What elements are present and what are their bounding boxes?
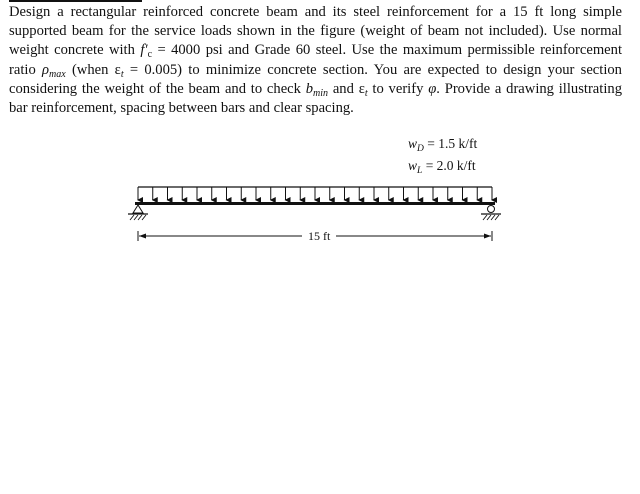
load-arrows bbox=[138, 187, 492, 200]
live-load-symbol: w bbox=[408, 158, 418, 173]
eps-symbol: ε bbox=[114, 61, 121, 78]
b-sub: min bbox=[313, 87, 329, 99]
fc-symbol: f′ bbox=[140, 42, 148, 59]
rho-symbol: ρ bbox=[42, 61, 50, 78]
problem-statement bbox=[9, 3, 622, 118]
problem-text-5: and bbox=[328, 80, 359, 97]
problem-text-1: Design a rectangular reinforced concrete beam and its steel reinforcement for a 15 ft long simple supported beam for the service loads shown in the figure (weight of beam not included). Use normal weight concrete with bbox=[9, 4, 622, 59]
problem-text-7: . Provide a drawing illustrating bar reinforcement, spacing between bars and clear spacing. bbox=[9, 80, 622, 117]
beam-figure bbox=[0, 128, 640, 248]
rho-sub: max bbox=[49, 68, 66, 80]
dead-load-value: = 1.5 k/ft bbox=[423, 136, 478, 151]
problem-text-2: = 4000 psi and Grade 60 steel. Use the maximum permissible reinforcement ratio bbox=[9, 42, 622, 78]
problem-text-4: = 0.005) to minimize concrete section. You are expected to design your section considering the weight of the beam and to check bbox=[9, 61, 622, 97]
roller-support bbox=[481, 206, 501, 221]
eps-sub: t bbox=[120, 68, 124, 80]
problem-text-6: to verify bbox=[367, 80, 429, 97]
dead-load-symbol: w bbox=[408, 136, 418, 151]
b-symbol: b bbox=[305, 80, 314, 97]
live-load-sub: L bbox=[417, 166, 423, 176]
beam bbox=[135, 202, 495, 205]
eps2-symbol: ε bbox=[358, 80, 365, 97]
phi-symbol: φ bbox=[428, 80, 437, 97]
top-rule bbox=[9, 0, 142, 2]
live-load-value: = 2.0 k/ft bbox=[422, 158, 476, 173]
problem-text-3: (when bbox=[65, 61, 115, 78]
span-label: 15 ft bbox=[302, 229, 336, 244]
pin-support bbox=[128, 205, 148, 220]
fc-sub: c bbox=[147, 49, 153, 61]
eps2-sub: t bbox=[364, 87, 368, 99]
dead-load-sub: D bbox=[417, 144, 424, 154]
